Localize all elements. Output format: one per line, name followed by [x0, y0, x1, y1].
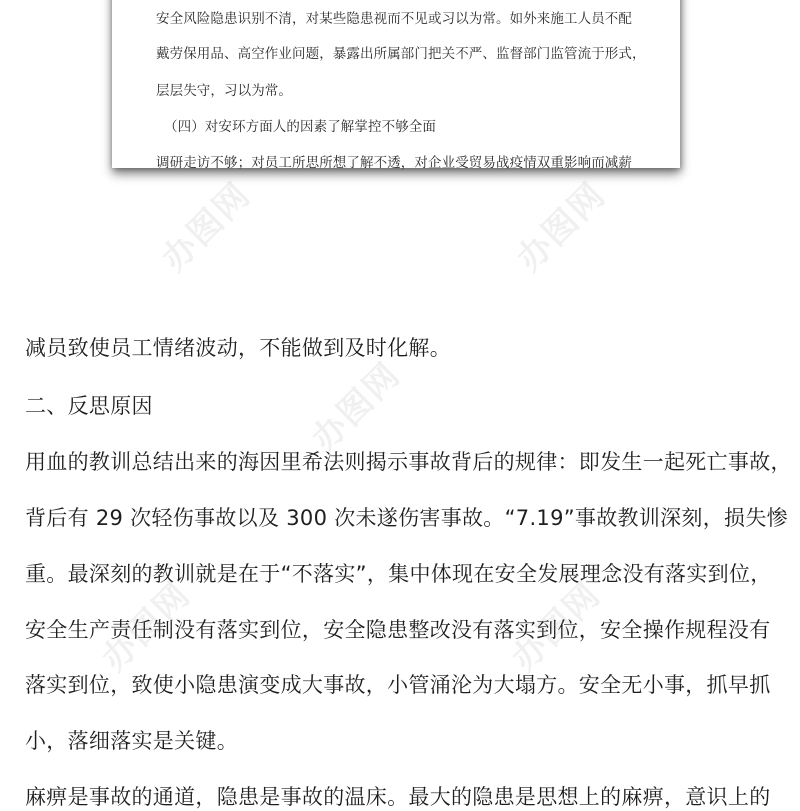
scanned-line: 安全风险隐患识别不清，对某些隐患视而不见或习以为常。如外来施工人员不配	[156, 11, 632, 27]
body-line: 安全生产责任制没有落实到位，安全隐患整改没有落实到位，安全操作规程没有	[25, 618, 771, 642]
scanned-line: 调研走访不够；对员工所思所想了解不透，对企业受贸易战疫情双重影响而减薪	[156, 155, 632, 171]
watermark: 办图网	[154, 174, 259, 280]
section-heading: 二、反思原因	[25, 394, 153, 418]
body-line: 重。最深刻的教训就是在于“不落实”，集中体现在安全发展理念没有落实到位，	[25, 562, 772, 586]
body-line: 减员致使员工情绪波动，不能做到及时化解。	[25, 336, 451, 360]
body-line: 麻痹是事故的通道，隐患是事故的温床。最大的隐患是思想上的麻痹，意识上的	[25, 785, 771, 809]
body-line: 落实到位，致使小隐患演变成大事故，小管涌沦为大塌方。安全无小事，抓早抓	[25, 673, 771, 697]
body-line: 小，落细落实是关键。	[25, 729, 238, 753]
watermark: 办图网	[304, 354, 409, 460]
scanned-line: 层层失守，习以为常。	[156, 83, 292, 99]
watermark: 办图网	[504, 574, 609, 680]
scanned-subheading: （四）对安环方面人的因素了解掌控不够全面	[164, 119, 436, 135]
body-line: 用血的教训总结出来的海因里希法则揭示事故背后的规律：即发生一起死亡事故，	[25, 450, 792, 474]
scanned-line: 戴劳保用品、高空作业问题，暴露出所属部门把关不严、监督部门监管流于形式，	[156, 46, 646, 62]
watermark: 办图网	[509, 174, 614, 280]
body-line: 背后有 29 次轻伤事故以及 300 次未遂伤害事故。“7.19”事故教训深刻，损失惨	[25, 506, 788, 530]
watermark: 办图网	[94, 574, 199, 680]
